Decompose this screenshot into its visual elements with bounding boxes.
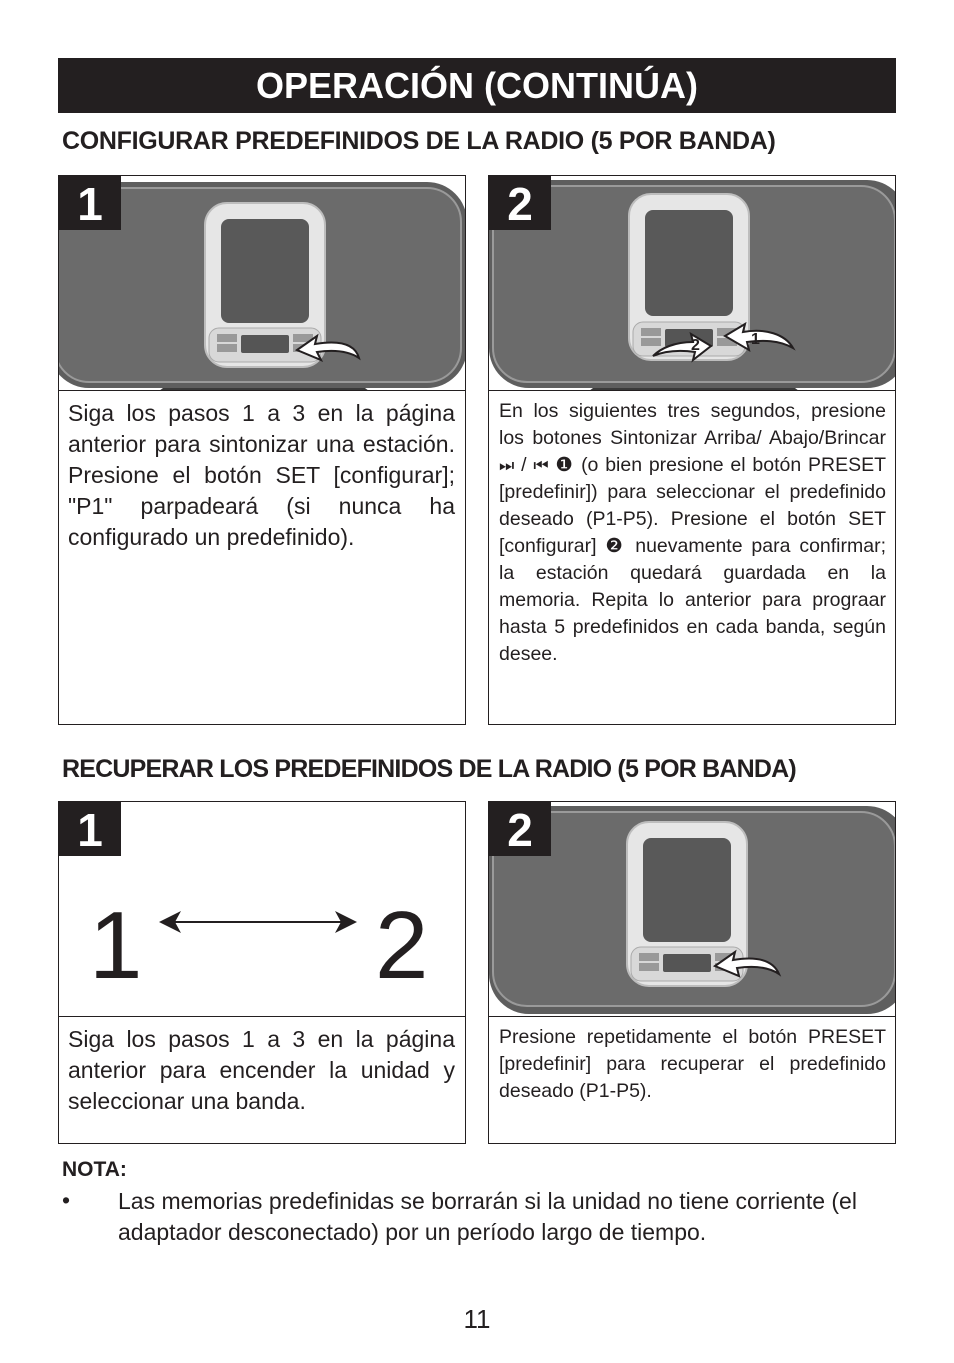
section-title-configure-presets: CONFIGURAR PREDEFINIDOS DE LA RADIO (5 POR BANDA): [62, 127, 776, 155]
note-label: NOTA:: [62, 1158, 127, 1181]
callout-label: 1: [751, 331, 760, 348]
step-number: 1: [59, 802, 121, 856]
recall-step-1-panel: [58, 801, 466, 1144]
power-band-diagram: [59, 802, 466, 1017]
section-title-recall-presets: RECUPERAR LOS PREDEFINIDOS DE LA RADIO (5 POR BANDA): [62, 755, 796, 783]
diagram-number-left: 1: [89, 892, 143, 999]
step-instructions: Siga los pasos 1 a 3 en la página anterior para sintonizar una estación. Presione el botón SET [configurar]; "P1" parpadeará (si nunca ha configurado un predefinido).: [68, 400, 455, 550]
configure-step-2-panel: [488, 175, 896, 725]
configure-step-1-panel: [58, 175, 466, 725]
marker-two: ❷: [605, 535, 627, 557]
skip-previous-icon: ⏮: [533, 456, 549, 475]
skip-next-icon: ⏭: [499, 456, 515, 475]
step-instructions: En los siguientes tres segundos, presione los botones Sintonizar Arriba/ Abajo/Brincar ⏭ / ⏮ ❶ (o bien presione el botón PRESET [predefinir]) para seleccionar el predefinido deseado (P1-P5). Presione el botón SET [configurar] ❷ nuevamente para confirmar; la estación quedará guardada en la memoria. Repita lo anterior para prograar hasta 5 predefinidos en cada banda, según desee.: [499, 400, 887, 665]
callout-label: 2: [691, 337, 700, 354]
step-number: 2: [489, 176, 551, 230]
page-number: 11: [463, 1304, 491, 1334]
bullet-icon: •: [62, 1187, 71, 1213]
step-instructions: Presione repetidamente el botón PRESET [predefinir] para recuperar el predefinido deseado (P1-P5).: [499, 1026, 886, 1102]
recall-step-2-panel: [488, 801, 896, 1144]
page-title: OPERACIÓN (CONTINÚA): [58, 58, 896, 113]
step-number: 1: [59, 176, 121, 230]
marker-one: ❶: [548, 454, 582, 476]
step-instructions: Siga los pasos 1 a 3 en la página anterior para encender la unidad y seleccionar una banda.: [68, 1026, 455, 1114]
note-text: Las memorias predefinidas se borrarán si la unidad no tiene corriente (el adaptador desconectado) por un período largo de tiempo.: [118, 1188, 857, 1245]
step-number: 2: [489, 802, 551, 856]
diagram-number-right: 2: [375, 892, 429, 999]
